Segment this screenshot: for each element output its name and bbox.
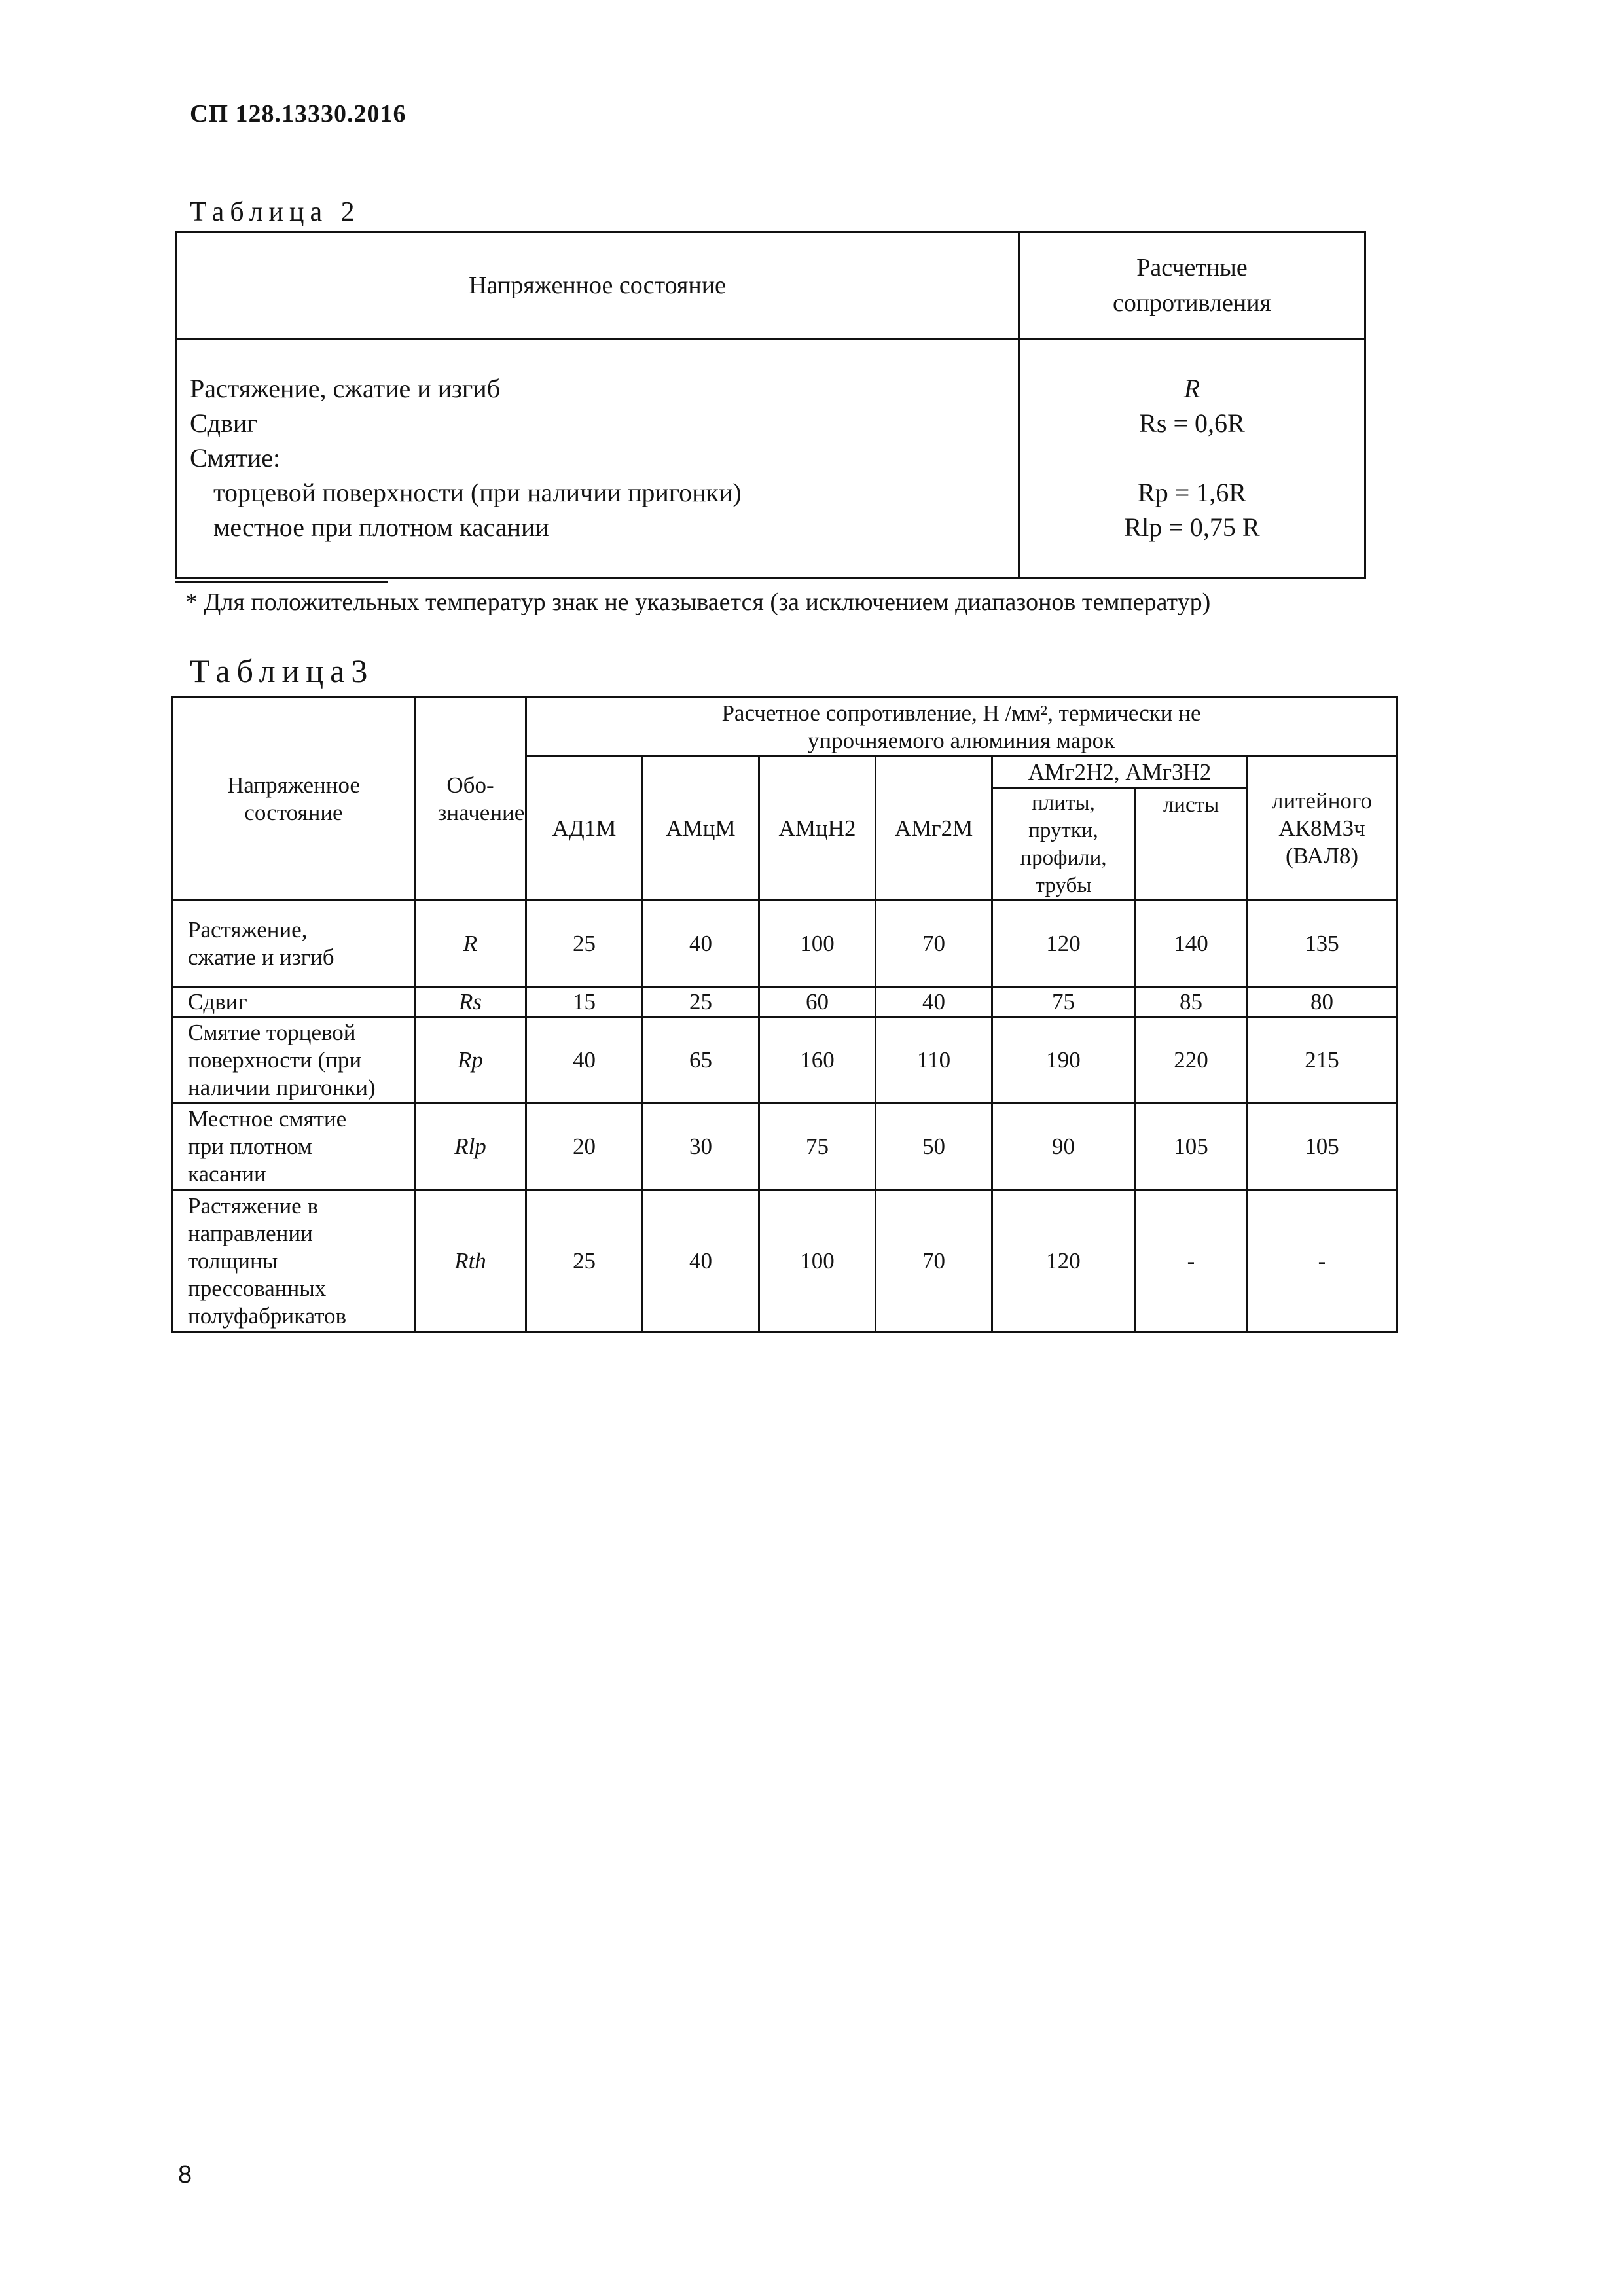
table2-value [1020,440,1364,475]
row-value: 135 [1248,901,1397,987]
row-value: 40 [643,901,759,987]
table3-grade: АМцН2 [759,757,876,901]
row-value: 25 [526,1190,643,1333]
page-number: 8 [178,2161,192,2189]
row-value: 120 [992,901,1135,987]
row-value: 65 [643,1017,759,1103]
row-value: 25 [643,987,759,1017]
table-row [173,1017,1397,1103]
row-state: Сдвиг [173,987,415,1017]
row-value: 70 [876,1190,992,1333]
row-value: 120 [992,1190,1135,1333]
row-value: 20 [526,1103,643,1190]
table-row [173,987,1397,1017]
row-value: 215 [1248,1017,1397,1103]
table2-state: торцевой поверхности (при наличии пригонки) [213,478,742,507]
row-value: 70 [876,901,992,987]
row-value: 140 [1135,901,1248,987]
row-state: Смятие торцевой поверхности (при наличии пригонки) [173,1017,415,1103]
table2-value: Rlp = 0,75 R [1124,512,1260,542]
table3-amg-sub1: плиты, прутки, профили, трубы [992,788,1135,901]
row-value: 220 [1135,1017,1248,1103]
row-value: 85 [1135,987,1248,1017]
table2-state: Сдвиг [190,408,258,438]
row-value: 90 [992,1103,1135,1190]
row-value: 80 [1248,987,1397,1017]
table-row [173,901,1397,987]
table3-col-state: Напряженное состояние [173,698,415,901]
table2-states [176,339,1019,579]
footnote: * Для положительных температур знак не указывается (за исключением диапазонов температур) [185,588,1211,616]
row-value: 160 [759,1017,876,1103]
table3-cast: литейного АК8М3ч (ВАЛ8) [1248,757,1397,901]
row-value: 75 [759,1103,876,1190]
table3-amg-group: АМг2Н2, АМг3Н2 [992,757,1248,788]
row-value: 30 [643,1103,759,1190]
table2-value: Rs = 0,6R [1139,408,1245,438]
table3-grade: АМг2М [876,757,992,901]
row-state: Растяжение в направлении толщины прессованных полуфабрикатов [173,1190,415,1333]
row-symbol: Rth [415,1190,526,1333]
table-row [173,1103,1397,1190]
row-symbol: Rp [415,1017,526,1103]
table2-col-resist: Расчетные сопротивления [1019,232,1365,339]
table-row [173,1190,1397,1333]
table3-col-symbol: Обо-значение [415,698,526,901]
row-value: 100 [759,901,876,987]
table2 [175,231,1366,579]
row-value: 40 [876,987,992,1017]
row-value: 40 [643,1190,759,1333]
table2-value: R [1183,374,1200,403]
table2-state: местное при плотном касании [213,512,549,542]
row-value: 15 [526,987,643,1017]
table3-head-group: Расчетное сопротивление, Н /мм², термически не упрочняемого алюминия марок [526,698,1397,757]
table2-state: Смятие: [190,443,281,473]
table3-grade: АМцМ [643,757,759,901]
row-value: - [1135,1190,1248,1333]
table3 [171,696,1398,1333]
row-value: 105 [1248,1103,1397,1190]
document-code: СП 128.13330.2016 [190,100,406,128]
row-value: 75 [992,987,1135,1017]
table3-amg-sub2: листы [1135,788,1248,901]
row-symbol: Rs [415,987,526,1017]
row-value: 25 [526,901,643,987]
row-state: Растяжение, сжатие и изгиб [173,901,415,987]
table3-caption: Таблица3 [190,653,374,689]
row-value: 40 [526,1017,643,1103]
row-value: 60 [759,987,876,1017]
row-value: 100 [759,1190,876,1333]
row-symbol: Rlp [415,1103,526,1190]
row-value: 110 [876,1017,992,1103]
table2-col-state: Напряженное состояние [176,232,1019,339]
row-value: 190 [992,1017,1135,1103]
table2-state: Растяжение, сжатие и изгиб [190,374,501,403]
row-state: Местное смятие при плотном касании [173,1103,415,1190]
row-value: 105 [1135,1103,1248,1190]
footnote-rule [175,581,388,583]
table3-grade: АД1М [526,757,643,901]
row-value: - [1248,1190,1397,1333]
table2-value: Rp = 1,6R [1138,478,1246,507]
table2-caption: Таблица 2 [190,197,361,227]
table2-values [1019,339,1365,579]
row-value: 50 [876,1103,992,1190]
row-symbol: R [415,901,526,987]
